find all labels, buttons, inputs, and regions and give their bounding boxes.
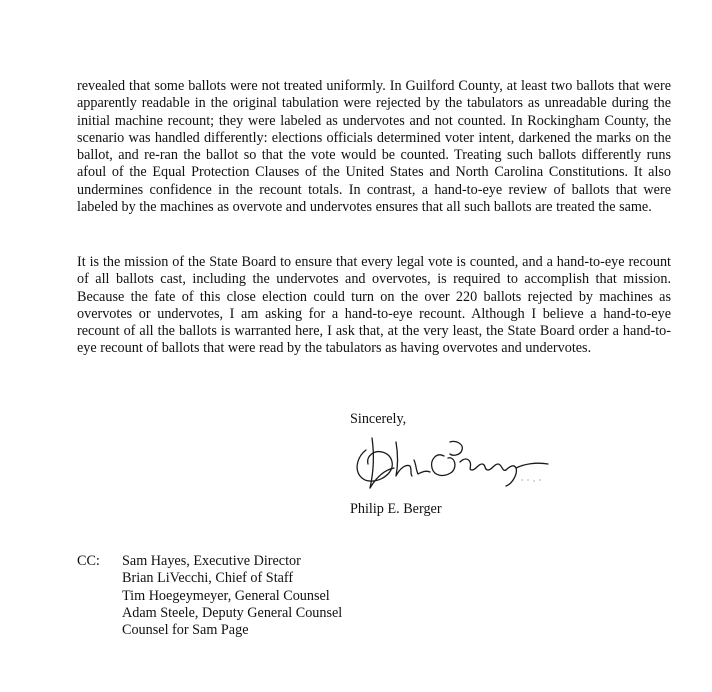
cc-recipient: Tim Hoegeymeyer, General Counsel: [122, 587, 330, 604]
body-paragraph-1: revealed that some ballots were not treated uniformly. In Guilford County, at least two ballots that were apparently readable in the original tabulation were rejected by the tabulators as unreadable during the initial machine recount; they were labeled as undervotes and not counted. In Rockingham County, the scenario was handled differently: elections officials determined voter intent, darkened the marks on the ballot, and re-ran the ballot so that the vote would be counted. Treating such ballots differently runs afoul of the Equal Protection Clauses of the United States and North Carolina Constitutions. It also undermines confidence in the recount totals. In contrast, a hand-to-eye review of ballots that were labeled by the machines as overvote and undervotes ensures that all such ballots are treated the same.: [77, 78, 671, 216]
cc-recipient-list: [122, 553, 342, 639]
handwritten-signature: [352, 430, 557, 492]
cc-recipient: Counsel for Sam Page: [122, 622, 249, 639]
cc-label: CC:: [77, 553, 100, 569]
cc-recipient: Adam Steele, Deputy General Counsel: [122, 604, 343, 621]
valediction: Sincerely,: [350, 411, 407, 427]
cc-recipient: Brian LiVecchi, Chief of Staff: [122, 570, 294, 587]
cc-recipient: Sam Hayes, Executive Director: [122, 553, 301, 569]
signer-name: Philip E. Berger: [350, 501, 442, 517]
body-paragraph-2: It is the mission of the State Board to ensure that every legal vote is counted, and a hand-to-eye recount of all ballots cast, including the undervotes and overvotes, is required to accomplish that mission. Because the fate of this close election could turn on the over 220 ballots rejected by machines as overvotes or undervotes, I am asking for a hand-to-eye recount. Although I believe a hand-to-eye recount of all the ballots is warranted here, I ask that, at the very least, the State Board order a hand-to-eye recount of ballots that were read by the tabulators as having overvotes and undervotes.: [77, 254, 671, 357]
